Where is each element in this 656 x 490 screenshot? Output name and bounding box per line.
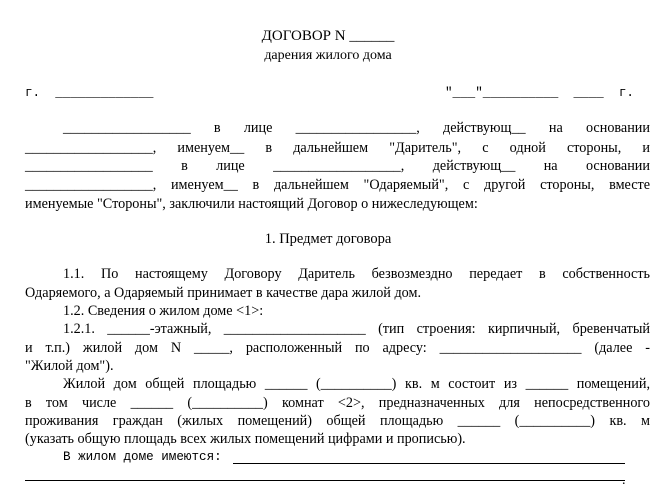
house-has-label: В жилом доме имеются: bbox=[63, 450, 222, 464]
area-line-3: проживания граждан (жилых помещений) общей площадью ______ (__________) кв. м bbox=[25, 413, 650, 429]
house-has-blank-line bbox=[233, 463, 625, 464]
area-line-2: в том числе ______ (__________) комнат <2>, предназначенных для непосредственного bbox=[25, 395, 650, 411]
preamble-line-4: __________________, именуем__ в дальнейшем "Одаряемый", с другой стороны, вместе bbox=[25, 177, 650, 193]
preamble-line-1: __________________ в лице _________________, действующ__ на основании bbox=[63, 120, 650, 136]
clause-1-2-1-line-3: "Жилой дом"). bbox=[25, 358, 114, 374]
preamble-line-5: именуемые "Стороны", заключили настоящий Договор о нижеследующем: bbox=[25, 196, 478, 212]
date-field: "___"__________ ____ г. bbox=[445, 86, 634, 100]
preamble-line-2: __________________, именуем__ в дальнейшем "Даритель", с одной стороны, и bbox=[25, 140, 650, 156]
line-end-period: . bbox=[622, 473, 626, 488]
clause-1-1-line-1: 1.1. По настоящему Договору Даритель безвозмездно передает в собственность bbox=[63, 266, 650, 282]
clause-1-2-1-line-1: 1.2.1. ______-этажный, ____________________ (тип строения: кирпичный, бревенчатый bbox=[63, 321, 650, 337]
area-line-1: Жилой дом общей площадью ______ (__________) кв. м состоит из ______ помещений, bbox=[63, 376, 650, 392]
contract-title: ДОГОВОР N ______ bbox=[261, 28, 395, 44]
contract-subtitle: дарения жилого дома bbox=[264, 48, 392, 63]
clause-1-1-line-2: Одаряемого, а Одаряемый принимает в качестве дара жилой дом. bbox=[25, 285, 422, 301]
clause-1-2: 1.2. Сведения о жилом доме <1>: bbox=[63, 303, 264, 319]
clause-1-2-1-line-2: и т.п.) жилой дом N _____, расположенный по адресу: ____________________ (далее - bbox=[25, 340, 650, 356]
section-1-heading: 1. Предмет договора bbox=[264, 231, 392, 247]
city-field: г. _____________ bbox=[25, 86, 154, 100]
blank-line bbox=[25, 480, 625, 481]
area-line-4: (указать общую площадь всех жилых помещений цифрами и прописью). bbox=[25, 431, 466, 447]
preamble-line-3: __________________ в лице __________________, действующ__ на основании bbox=[25, 158, 650, 174]
